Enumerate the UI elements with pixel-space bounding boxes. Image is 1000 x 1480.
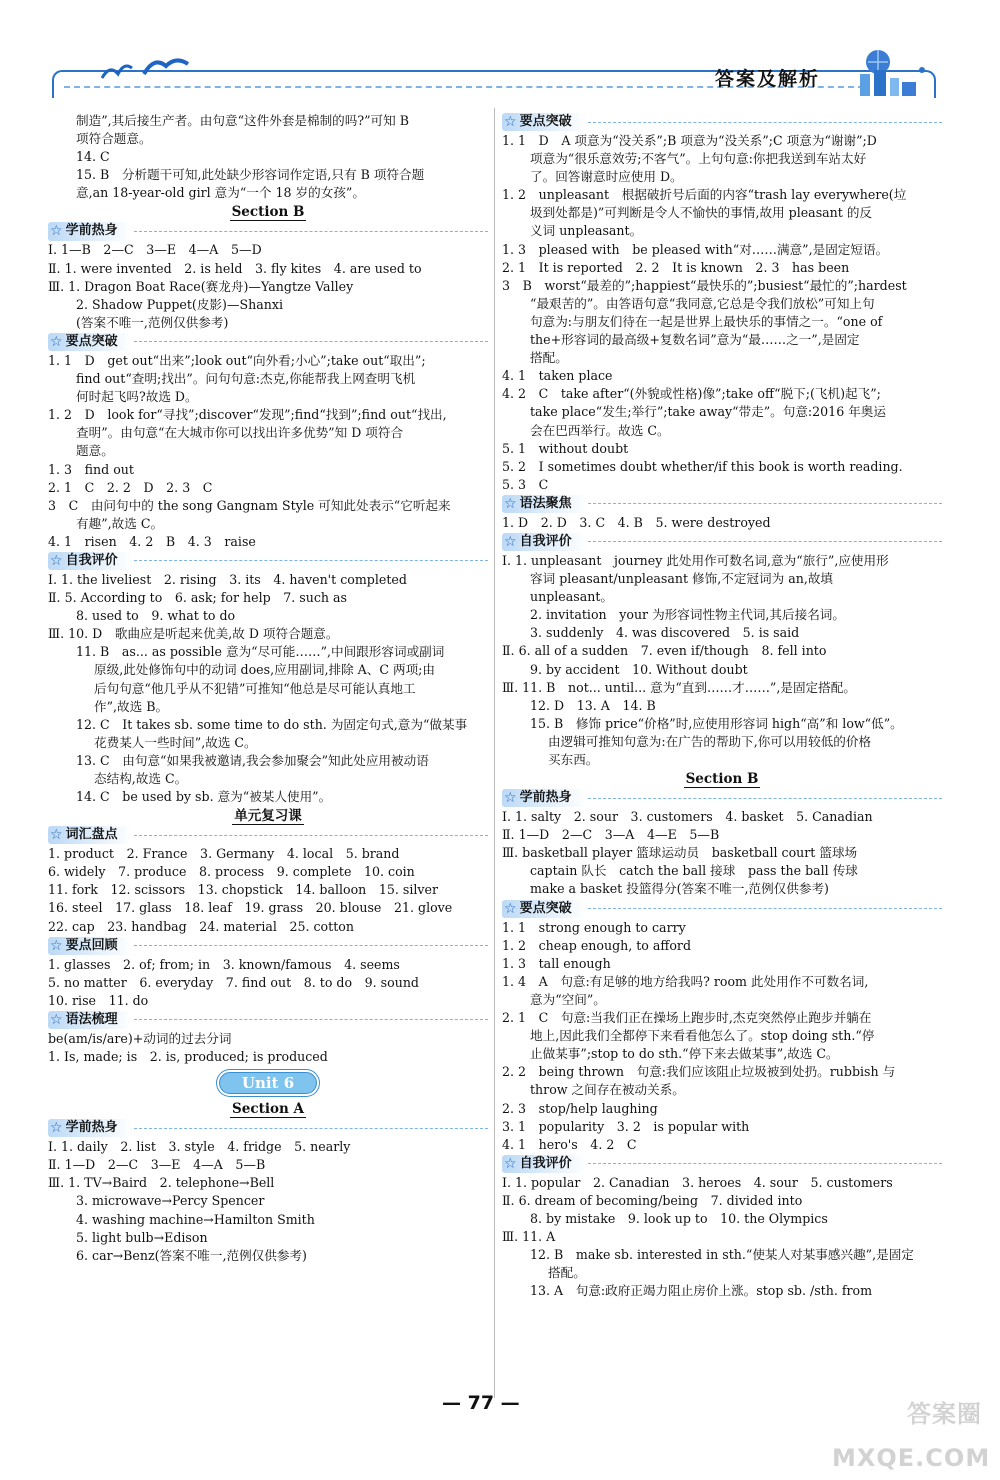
heading-rule [134,1019,488,1020]
globe-decoration-icon [830,40,940,102]
answer-line: 1. 3 find out [48,461,134,477]
answer-line: 1. D 2. D 3. C 4. B 5. were destroyed [502,514,771,530]
answer-line: 22. cap 23. handbag 24. material 25. cotton [48,918,354,934]
answer-line: 14. C [76,149,110,165]
answer-line: 会在巴西举行。故选 C。 [530,422,670,438]
answer-line: Ⅱ. 6. dream of becoming/being 7. divided into [502,1192,803,1208]
answer-line: Ⅲ. 11. B not... until... 意为“直到……才……”,是固定搭配。 [502,679,856,695]
answer-line: 3 C 由问句中的 the song Gangnam Style 可知此处表示“它听起来 [48,497,451,513]
subsection-title-text: 单元复习课 [234,808,302,825]
answer-line: Ⅰ. 1. popular 2. Canadian 3. heroes 4. sour 5. customers [502,1174,893,1190]
heading-rule [588,908,942,909]
heading-label [48,222,132,240]
heading-text: 要点突破 [65,333,118,349]
answer-line: 1. Is, made; is 2. is, produced; is produced [48,1049,328,1065]
heading-rule [134,231,488,232]
answer-line: the+形容词的最高级+复数名词”意为“最……之一”,是固定 [530,332,860,348]
answer-line: Ⅲ. 10. D 歌曲应是听起来优美,故 D 项符合题意。 [48,626,339,642]
answer-line: 2. 1 C 句意:当我们正在操场上跑步时,杰克突然停止跑步并躺在 [502,1010,872,1026]
heading-label [48,1011,132,1029]
answer-line: 1. 1 D get out“出来”;look out“向外看;小心”;take out“取出”; [48,352,426,368]
section-heading [502,789,942,807]
answer-line: Ⅱ. 6. all of a sudden 7. even if/though 8. fell into [502,643,827,659]
answer-line: 16. steel 17. glass 18. leaf 19. grass 20. blouse 21. glove [48,900,453,916]
answer-line: 2. 1 C 2. 2 D 2. 3 C [48,479,213,495]
answer-line: 8. by mistake 9. look up to 10. the Olympics [530,1210,828,1226]
section-heading [502,900,942,918]
heading-label [48,937,132,955]
star-icon: ☆ [50,937,63,954]
star-icon: ☆ [50,223,63,240]
subsection-title [48,1100,488,1118]
subsection-title-text: Section B [231,204,305,221]
answer-line: 4. 1 taken place [502,368,613,384]
heading-label [48,1119,132,1137]
answer-line: 2. 3 stop/help laughing [502,1100,658,1116]
answer-line: 了。回答谢意时应使用 D。 [530,169,683,185]
answer-line: 项意为“很乐意效劳;不客气”。上句句意:你把我送到车站太好 [530,151,867,167]
star-icon: ☆ [50,552,63,569]
star-icon: ☆ [50,1011,63,1028]
answer-line: 9. by accident 10. Without doubt [530,661,748,677]
section-heading [502,495,942,513]
subsection-title [502,770,942,788]
answer-line: 12. D 13. A 14. B [530,697,656,713]
header-title: 答案及解析 [714,68,820,90]
answer-line: 止做某事”;stop to do sth.“停下来去做某事”,故选 C。 [530,1046,839,1062]
answer-line: 12. C It takes sb. some time to do sth. 为固定句式,意为“做某事 [76,716,468,732]
section-heading [502,533,942,551]
unit-badge [48,1072,488,1096]
answer-line: Ⅰ. 1. unpleasant journey 此处用作可数名词,意为“旅行”,应使用形 [502,552,889,568]
heading-label [502,533,586,551]
answer-line: 4. 1 risen 4. 2 B 4. 3 raise [48,533,256,549]
answer-line: Ⅱ. 1—D 2—C 3—E 4—A 5—B [48,1157,266,1173]
answer-line: 由逻辑可推知句意为:在广告的帮助下,你可以用较低的价格 [548,733,872,749]
answer-line: 5. 1 without doubt [502,440,629,456]
answer-line: 6. widely 7. produce 8. process 9. complete 10. coin [48,864,415,880]
answer-line: 2. 2 being thrown 句意:我们应该阻止垃圾被到处扔。rubbish 与 [502,1064,896,1080]
answer-line: 1. 4 A 句意:有足够的地方给我吗? room 此处用作不可数名词, [502,973,869,989]
answer-line: 花费某人一些时间”,故选 C。 [94,734,257,750]
answer-line: 1. 1 strong enough to carry [502,919,686,935]
heading-rule [134,835,488,836]
star-icon: ☆ [504,900,517,917]
answer-line: 1. 2 D look for“寻找”;discover“发现”;find“找到”;find out“找出, [48,407,447,423]
answer-line: 1. 2 unpleasant 根据破折号后面的内容“trash lay everywhere(垃 [502,187,907,203]
section-heading [48,1011,488,1029]
left-column [48,112,488,1265]
heading-text: 自我评价 [65,552,118,568]
answer-line: 5. no matter 6. everyday 7. find out 8. to do 9. sound [48,974,419,990]
answer-line: 意,an 18-year-old girl 意为“一个 18 岁的女孩”。 [76,185,365,201]
watermark: 答案圈 MXQE.COM [832,1400,991,1472]
answer-line: 5. light bulb→Edison [76,1229,208,1245]
heading-label [502,113,586,131]
answer-line: 1. product 2. France 3. Germany 4. local 5. brand [48,846,400,862]
answer-line: 8. used to 9. what to do [76,608,236,624]
heading-label [502,789,586,807]
heading-label [48,826,132,844]
answer-line: 1. 2 cheap enough, to afford [502,937,692,953]
heading-label [48,552,132,570]
answer-line: 搭配。 [530,350,568,366]
heading-rule [588,541,942,542]
answer-line: 3 B worst“最差的”;happiest“最快乐的”;busiest“最忙的”;hardest [502,277,907,293]
section-heading [48,937,488,955]
section-heading [502,1155,942,1173]
answer-line: 句意为:与朋友们待在一起是世界上最快乐的事情之一。“one of [530,313,883,329]
answer-line: be(am/is/are)+动词的过去分词 [48,1030,232,1046]
subsection-title-text: Section A [232,1101,304,1118]
answer-line: take place“发生;举行”;take away“带走”。句意:2016 年奥运 [530,404,886,420]
answer-line: 地上,因此我们全都停下来看看他怎么了。stop doing sth.“停 [530,1028,875,1044]
answer-line: 义词 unpleasant。 [530,223,643,239]
answer-line: 12. B make sb. interested in sth.“使某人对某事感兴趣”,是固定 [530,1247,914,1263]
answer-line: 1. 3 pleased with be pleased with“对……满意”,是固定短语。 [502,241,889,257]
star-icon: ☆ [50,827,63,844]
heading-label [48,333,132,351]
answer-line: 查明”。由句意“在大城市你可以找出许多优势”知 D 项符合 [76,425,404,441]
heading-rule [588,798,942,799]
answer-line: 有趣”,故选 C。 [76,515,164,531]
answer-line: 题意。 [76,443,114,459]
answer-line: 5. 2 I sometimes doubt whether/if this book is worth reading. [502,458,903,474]
section-heading [48,1119,488,1137]
answer-line: 3. microwave→Percy Spencer [76,1193,265,1209]
page-header [40,40,940,102]
answer-line: 态结构,故选 C。 [94,771,188,786]
answer-line: Ⅲ. basketball player 篮球运动员 basketball court 篮球场 [502,845,858,861]
answer-line: 4. 2 C take after“(外貌或性格)像”;take off“脱下;(飞机)起飞”; [502,386,881,402]
answer-line: Ⅰ. 1. daily 2. list 3. style 4. fridge 5. nearly [48,1139,351,1155]
answer-line: 5. 3 C [502,476,549,492]
page-number: — 77 — [442,1392,520,1414]
answer-line: 买东西。 [548,752,599,767]
right-column [502,112,942,1300]
answer-line: 14. C be used by sb. 意为“被某人使用”。 [76,789,332,805]
answer-line: 搭配。 [548,1265,586,1281]
star-icon: ☆ [504,495,517,512]
answer-line: 2. 1 It is reported 2. 2 It is known 2. 3 has been [502,259,850,275]
heading-rule [588,1163,942,1164]
subsection-title [48,203,488,221]
answer-line: captain 队长 catch the ball 接球 pass the ball 传球 [530,863,858,879]
answer-line: unpleasant。 [530,589,614,605]
answer-line: (答案不唯一,范例仅供参考) [76,314,229,330]
subsection-title [48,807,488,825]
answer-line: 11. B as... as possible 意为“尽可能……”,中间跟形容词或副词 [76,644,445,660]
answer-line: 4. 1 hero's 4. 2 C [502,1136,637,1152]
answer-line: 1. glasses 2. of; from; in 3. known/famous 4. seems [48,956,400,972]
answer-line: Ⅰ. 1—B 2—C 3—E 4—A 5—D [48,242,262,258]
answer-line: Ⅰ. 1. salty 2. sour 3. customers 4. basket 5. Canadian [502,809,873,825]
heading-rule [588,122,942,123]
heading-label [502,900,586,918]
answer-line: make a basket 投篮得分(答案不唯一,范例仅供参考) [530,881,829,897]
section-heading [48,826,488,844]
section-heading [48,333,488,351]
answer-line: 10. rise 11. do [48,992,149,1008]
answer-line: 1. 3 tall enough [502,955,611,971]
answer-line: 15. B 修饰 price“价格”时,应使用形容词 high“高”和 low“低”。 [530,715,903,731]
answer-line: 3. 1 popularity 3. 2 is popular with [502,1118,750,1134]
heading-rule [134,1128,488,1129]
answer-line: 13. A 句意:政府正竭力阻止房价上涨。stop sb. /sth. from [530,1283,873,1299]
answer-line: find out“查明;找出”。问句句意:杰克,你能帮我上网查明飞机 [76,371,416,387]
answer-line: 项符合题意。 [76,131,152,147]
heading-text: 自我评价 [519,1155,572,1171]
star-icon: ☆ [50,333,63,350]
star-icon: ☆ [504,790,517,807]
answer-line: 后句句意“他几乎从不犯错”可推知“他总是尽可能认真地工 [94,680,416,696]
answer-line: Ⅱ. 5. According to 6. ask; for help 7. such as [48,590,348,606]
heading-text: 要点突破 [519,900,572,916]
heading-text: 要点突破 [519,113,572,129]
answer-line: 6. car→Benz(答案不唯一,范例仅供参考) [76,1247,307,1263]
answer-line: 2. Shadow Puppet(皮影)—Shanxi [76,296,284,312]
star-icon: ☆ [504,533,517,550]
heading-text: 自我评价 [519,533,572,549]
heading-text: 语法聚焦 [519,495,572,511]
answer-line: Ⅱ. 1. were invented 2. is held 3. fly kites 4. are used to [48,260,422,276]
heading-rule [134,341,488,342]
answer-line: Ⅲ. 1. Dragon Boat Race(赛龙舟)—Yangtze Valley [48,278,354,294]
heading-rule [134,945,488,946]
heading-rule [588,503,942,504]
answer-line: 意为“空间”。 [530,991,606,1007]
heading-text: 要点回顾 [65,937,118,953]
birds-icon [92,50,202,90]
answer-line: Ⅲ. 11. A [502,1229,556,1245]
answer-line: throw 之间存在被动关系。 [530,1082,685,1098]
heading-text: 学前热身 [65,1120,118,1136]
answer-line: 13. C 由句意“如果我被邀请,我会参加聚会”知此处应用被动语 [76,752,429,768]
answer-line: 2. invitation your 为形容词性物主代词,其后接名词。 [530,607,845,623]
answer-line: 原级,此处修饰句中的动词 does,应用副词,排除 A、C 两项;由 [94,662,436,678]
answer-line: 作”,故选 B。 [94,698,169,714]
answer-line: 制造”,其后接生产者。由句意“这件外套是棉制的吗?”可知 B [76,113,409,128]
answer-line: 1. 1 D A 项意为“没关系”;B 项意为“没关系”;C 项意为“谢谢”;D [502,133,877,148]
heading-text: 词汇盘点 [65,827,118,843]
column-divider [494,108,495,1398]
star-icon: ☆ [504,113,517,130]
answer-line: 圾到处都是)”可判断是令人不愉快的事情,故用 pleasant 的反 [530,205,873,221]
section-heading [48,552,488,570]
answer-line: 4. washing machine→Hamilton Smith [76,1211,315,1227]
answer-line: Ⅱ. 1—D 2—C 3—A 4—E 5—B [502,827,720,843]
answer-line: 容词 pleasant/unpleasant 修饰,不定冠词为 an,故填 [530,571,834,587]
heading-text: 语法梳理 [65,1011,118,1027]
heading-text: 学前热身 [519,790,572,806]
subsection-title-text: Section B [685,771,759,788]
answer-line: 3. suddenly 4. was discovered 5. is said [530,625,800,641]
answer-line: 11. fork 12. scissors 13. chopstick 14. balloon 15. silver [48,882,439,898]
answer-line: 何时起飞吗?故选 D。 [76,389,198,405]
star-icon: ☆ [50,1120,63,1137]
heading-rule [134,560,488,561]
section-heading [48,222,488,240]
unit-badge-text: Unit 6 [219,1072,317,1094]
answer-line: Ⅰ. 1. the liveliest 2. rising 3. its 4. haven't completed [48,571,407,587]
section-heading [502,113,942,131]
star-icon: ☆ [504,1155,517,1172]
heading-text: 学前热身 [65,223,118,239]
answer-line: “最艰苦的”。由答语句意“我同意,它总是令我们放松”可知上句 [530,295,875,311]
heading-label [502,1155,586,1173]
answer-line: Ⅲ. 1. TV→Baird 2. telephone→Bell [48,1175,275,1191]
answer-line: 15. B 分析题干可知,此处缺少形容词作定语,只有 B 项符合题 [76,167,425,183]
heading-label [502,495,586,513]
